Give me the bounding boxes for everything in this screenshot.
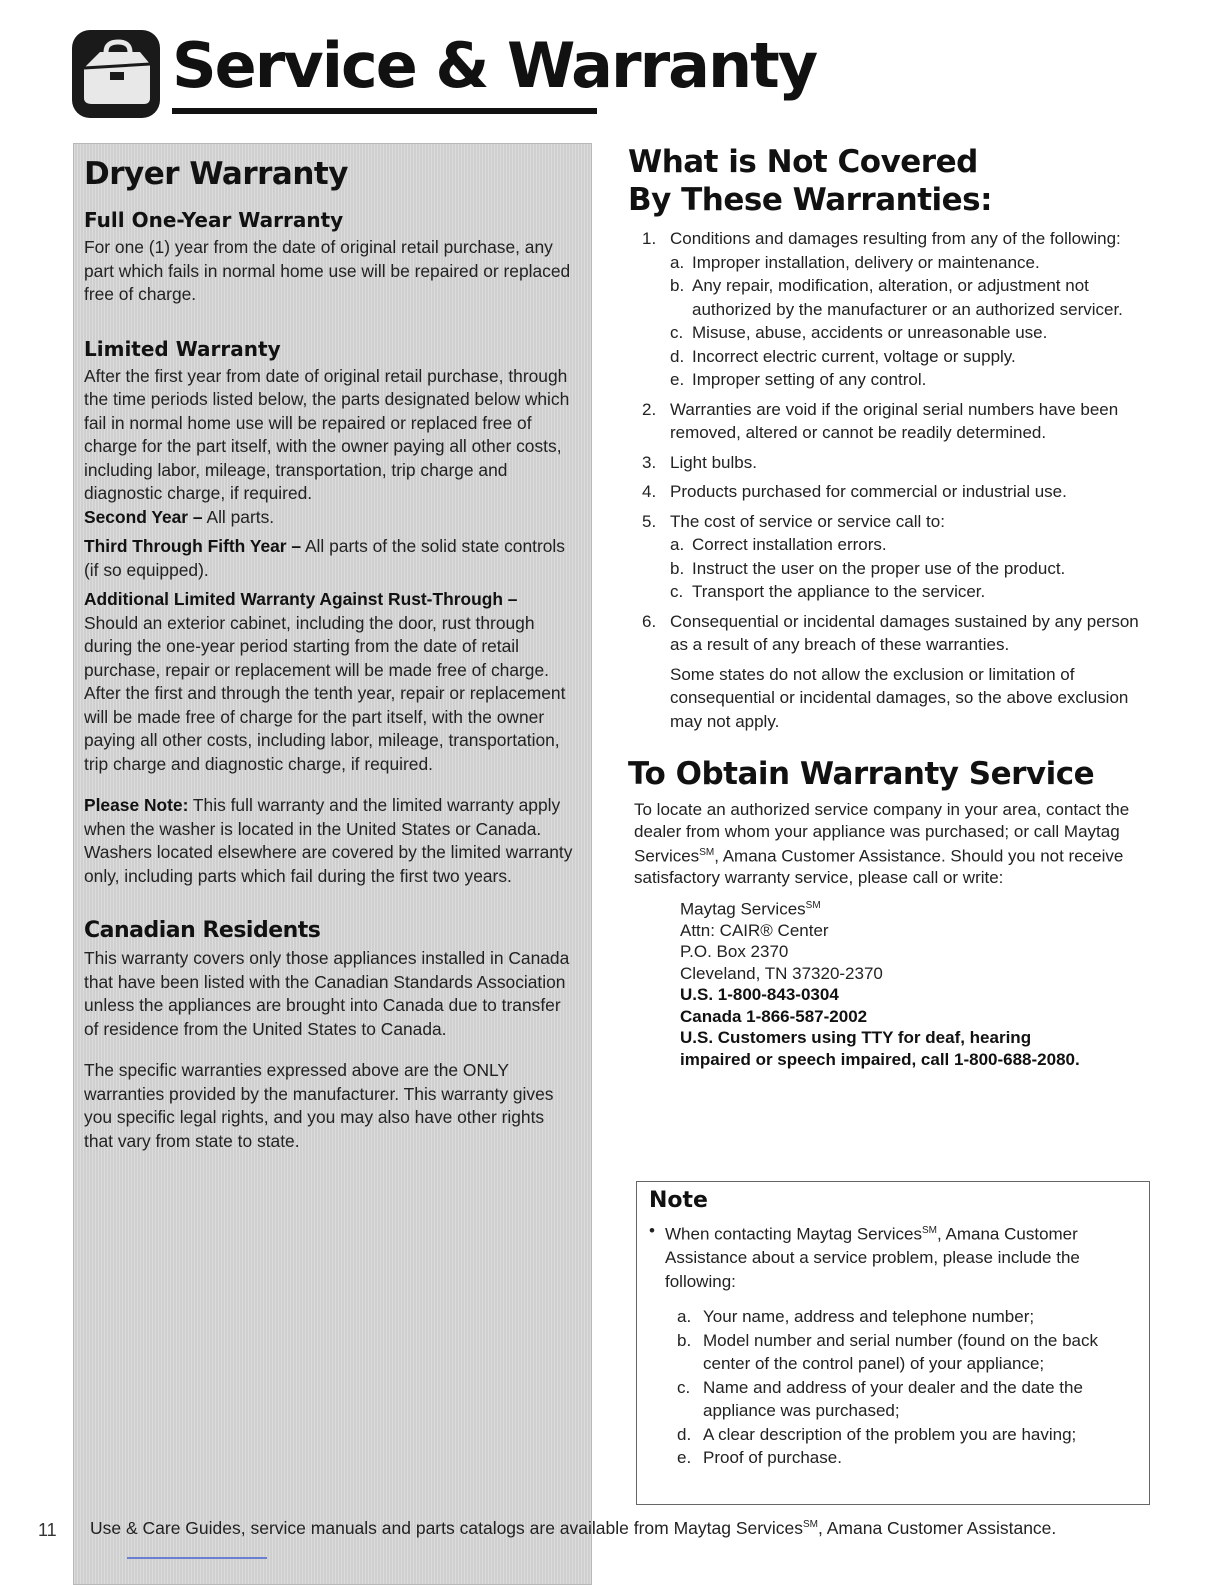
note-item <box>677 1376 1139 1423</box>
item-number: 6. <box>642 611 657 631</box>
not-covered-subitem <box>670 580 1148 604</box>
not-covered-item <box>628 451 1148 475</box>
subitem-letter: a. <box>670 252 685 272</box>
item-text: Conditions and damages resulting from any of the following: <box>670 229 1121 248</box>
tty-line2: impaired or speech impaired, call 1-800-688-2080. <box>680 1049 1080 1069</box>
obtain-text-a: To locate an authorized service company in your area, contact the dealer from whom your appliance was purchased; or call Maytag Services <box>634 800 1130 866</box>
subitem-text: Transport the appliance to the servicer. <box>692 582 986 601</box>
second-year-body: All parts. <box>202 506 275 527</box>
item-text: Products purchased for commercial or industrial use. <box>670 482 1067 501</box>
specific-warranties-text: The specific warranties expressed above are the ONLY warranties provided by the manufacturer. This warranty gives you specific legal rights, and you may also have other rights that vary from state to state. <box>84 1060 554 1151</box>
note-item <box>677 1305 1139 1329</box>
title-underline <box>172 108 597 114</box>
note-heading: Note <box>649 1188 708 1213</box>
page-number: 11 <box>38 1520 57 1540</box>
note-item <box>677 1329 1139 1376</box>
subitem-text: Correct installation errors. <box>692 535 887 554</box>
item-number: 5. <box>642 511 657 531</box>
item-text: Warranties are void if the original serial numbers have been removed, altered or cannot be readily determined. <box>670 399 1119 442</box>
address-line1 <box>680 895 1148 920</box>
dryer-warranty-panel <box>73 143 592 1585</box>
not-covered-subitem <box>670 533 1148 557</box>
footer-text <box>90 1518 1056 1539</box>
subitem-letter: d. <box>670 346 685 366</box>
note-item <box>677 1423 1139 1447</box>
obtain-service-text <box>634 799 1148 889</box>
not-covered-subitem <box>670 274 1148 321</box>
service-address <box>680 895 1148 1071</box>
note-service-mark: SM <box>922 1225 938 1236</box>
note-item-letter: c. <box>677 1377 691 1397</box>
third-year-text <box>84 535 574 582</box>
toolbox-icon <box>70 28 162 120</box>
full-warranty-text: For one (1) year from the date of original retail purchase, any part which fails in normal home use will be repaired or replaced free of charge. <box>84 237 571 304</box>
obtain-service-heading: To Obtain Warranty Service <box>628 756 1095 792</box>
second-year-lead: Second Year – <box>84 506 203 527</box>
not-covered-item <box>628 510 1148 604</box>
item-text: Consequential or incidental damages sustained by any person as a result of any breach of these warranties. <box>670 611 1139 654</box>
subitem-letter: e. <box>670 370 685 389</box>
note-item-letter: b. <box>677 1330 692 1350</box>
footer-link-underline <box>127 1557 267 1559</box>
note-item-letter: e. <box>677 1448 692 1468</box>
not-covered-subitem <box>670 345 1148 369</box>
not-covered-sublist <box>670 251 1148 392</box>
obtain-text-b: , Amana Customer Assistance. Should you not receive satisfactory warranty service, please call or write: <box>634 846 1124 888</box>
third-year-lead: Third Through Fifth Year – <box>84 536 302 556</box>
item-text: Light bulbs. <box>670 452 757 472</box>
note-text-b: , Amana Customer Assistance about a service problem, please include the following: <box>665 1224 1080 1291</box>
rust-through-body: Should an exterior cabinet, including the door, rust through during the one-year period starting from the date of retail purchase, repair or replacement will be made free of charge. After the first and through the tenth year, repair or replacement will be made free of charge for the part itself, with the owner paying all other costs, including labor, mileage, transportation, trip charge and diagnostic charge, if required. <box>84 612 566 774</box>
not-covered-item <box>628 227 1148 392</box>
footer-text-a: Use & Care Guides, service manuals and parts catalogs are available from Maytag Services <box>90 1518 803 1538</box>
page-title: Service & Warranty <box>172 29 817 102</box>
canadian-residents-text: This warranty covers only those appliances installed in Canada that have been listed with the Canadian Standards Association unless the appliances are brought into Canada due to transfer of residence from the United States to Canada. <box>84 948 570 1039</box>
not-covered-list <box>628 227 1148 657</box>
bullet-icon: • <box>649 1221 655 1240</box>
item-number: 4. <box>642 482 657 501</box>
not-covered-heading-line2: By These Warranties: <box>628 182 993 218</box>
not-covered-subitem <box>670 368 1148 392</box>
note-item-text: Name and address of your dealer and the date the appliance was purchased; <box>703 1377 1083 1421</box>
subitem-text: Misuse, abuse, accidents or unreasonable use. <box>692 323 1048 342</box>
not-covered-subitem <box>670 251 1148 275</box>
subitem-text: Improper setting of any control. <box>692 370 927 389</box>
third-year-body: All parts of the solid state controls (if so equipped). <box>84 536 565 580</box>
address-line3: P.O. Box 2370 <box>680 942 789 962</box>
limited-warranty-text: After the first year from date of original retail purchase, through the time periods listed below, the parts designated below which fail in normal home use will be repaired or replaced free of charge for the part itself, with the owner paying all other costs, including labor, mileage, transportation, trip charge and diagnostic charge, if required. <box>84 365 570 503</box>
second-year-text <box>84 506 574 530</box>
note-item <box>677 1446 1139 1470</box>
note-item-text: A clear description of the problem you are having; <box>703 1424 1077 1444</box>
limited-warranty-heading: Limited Warranty <box>84 336 281 361</box>
item-number: 3. <box>642 452 657 472</box>
not-covered-item <box>628 610 1148 657</box>
note-box <box>636 1181 1150 1505</box>
dryer-warranty-heading: Dryer Warranty <box>84 156 348 192</box>
note-item-letter: a. <box>677 1307 692 1327</box>
not-covered-heading-line1: What is Not Covered <box>628 144 978 180</box>
note-bullet-text <box>649 1219 1139 1293</box>
subitem-text: Incorrect electric current, voltage or supply. <box>692 346 1016 366</box>
address-service-mark: SM <box>805 899 821 911</box>
not-covered-sublist <box>670 533 1148 604</box>
not-covered-subitem <box>670 557 1148 581</box>
full-warranty-heading: Full One-Year Warranty <box>84 208 344 232</box>
note-item-text: Your name, address and telephone number; <box>703 1307 1035 1327</box>
right-column <box>628 143 1148 1070</box>
us-phone: U.S. 1-800-843-0304 <box>680 985 839 1005</box>
subitem-text: Instruct the user on the proper use of the product. <box>692 558 1066 578</box>
rust-through-text <box>84 588 574 776</box>
not-covered-item <box>628 480 1148 504</box>
note-item-text: Proof of purchase. <box>703 1448 842 1468</box>
address-line2: Attn: CAIR® Center <box>680 920 829 940</box>
subitem-letter: c. <box>670 323 684 342</box>
item-text: The cost of service or service call to: <box>670 511 945 531</box>
canada-phone: Canada 1-866-587-2002 <box>680 1006 868 1026</box>
address-company: Maytag Services <box>680 899 806 919</box>
subitem-letter: a. <box>670 535 685 554</box>
canadian-residents-heading: Canadian Residents <box>84 918 321 943</box>
please-note-lead: Please Note: <box>84 795 189 815</box>
please-note-body: This full warranty and the limited warranty apply when the washer is located in the United States or Canada. Washers located elsewhere are covered by the limited warranty only, including parts which fail during the first two years. <box>84 795 573 886</box>
note-item-letter: d. <box>677 1424 692 1444</box>
subitem-letter: b. <box>670 276 685 295</box>
note-list <box>677 1305 1139 1470</box>
note-text-a: When contacting Maytag Services <box>665 1224 923 1244</box>
rust-through-lead: Additional Limited Warranty Against Rust-Through – <box>84 589 518 609</box>
please-note-text <box>84 794 574 888</box>
not-covered-subitem <box>670 321 1148 345</box>
footer-text-b: , Amana Customer Assistance. <box>817 1518 1057 1538</box>
service-mark: SM <box>699 847 715 858</box>
subitem-text: Any repair, modification, alteration, or adjustment not authorized by the manufacturer or an authorized servicer. <box>692 276 1123 319</box>
address-line4: Cleveland, TN 37320-2370 <box>680 963 883 983</box>
subitem-text: Improper installation, delivery or maintenance. <box>692 252 1040 272</box>
item-number: 2. <box>642 399 657 419</box>
tty-line1: U.S. Customers using TTY for deaf, hearing <box>680 1028 1032 1048</box>
states-note: Some states do not allow the exclusion or limitation of consequential or incidental damages, so the above exclusion may not apply. <box>670 664 1129 731</box>
subitem-letter: c. <box>670 582 684 601</box>
note-item-text: Model number and serial number (found on the back center of the control panel) of your appliance; <box>703 1330 1099 1374</box>
subitem-letter: b. <box>670 558 685 578</box>
not-covered-item <box>628 398 1148 445</box>
footer-service-mark: SM <box>802 1519 818 1531</box>
item-number: 1. <box>642 229 657 248</box>
